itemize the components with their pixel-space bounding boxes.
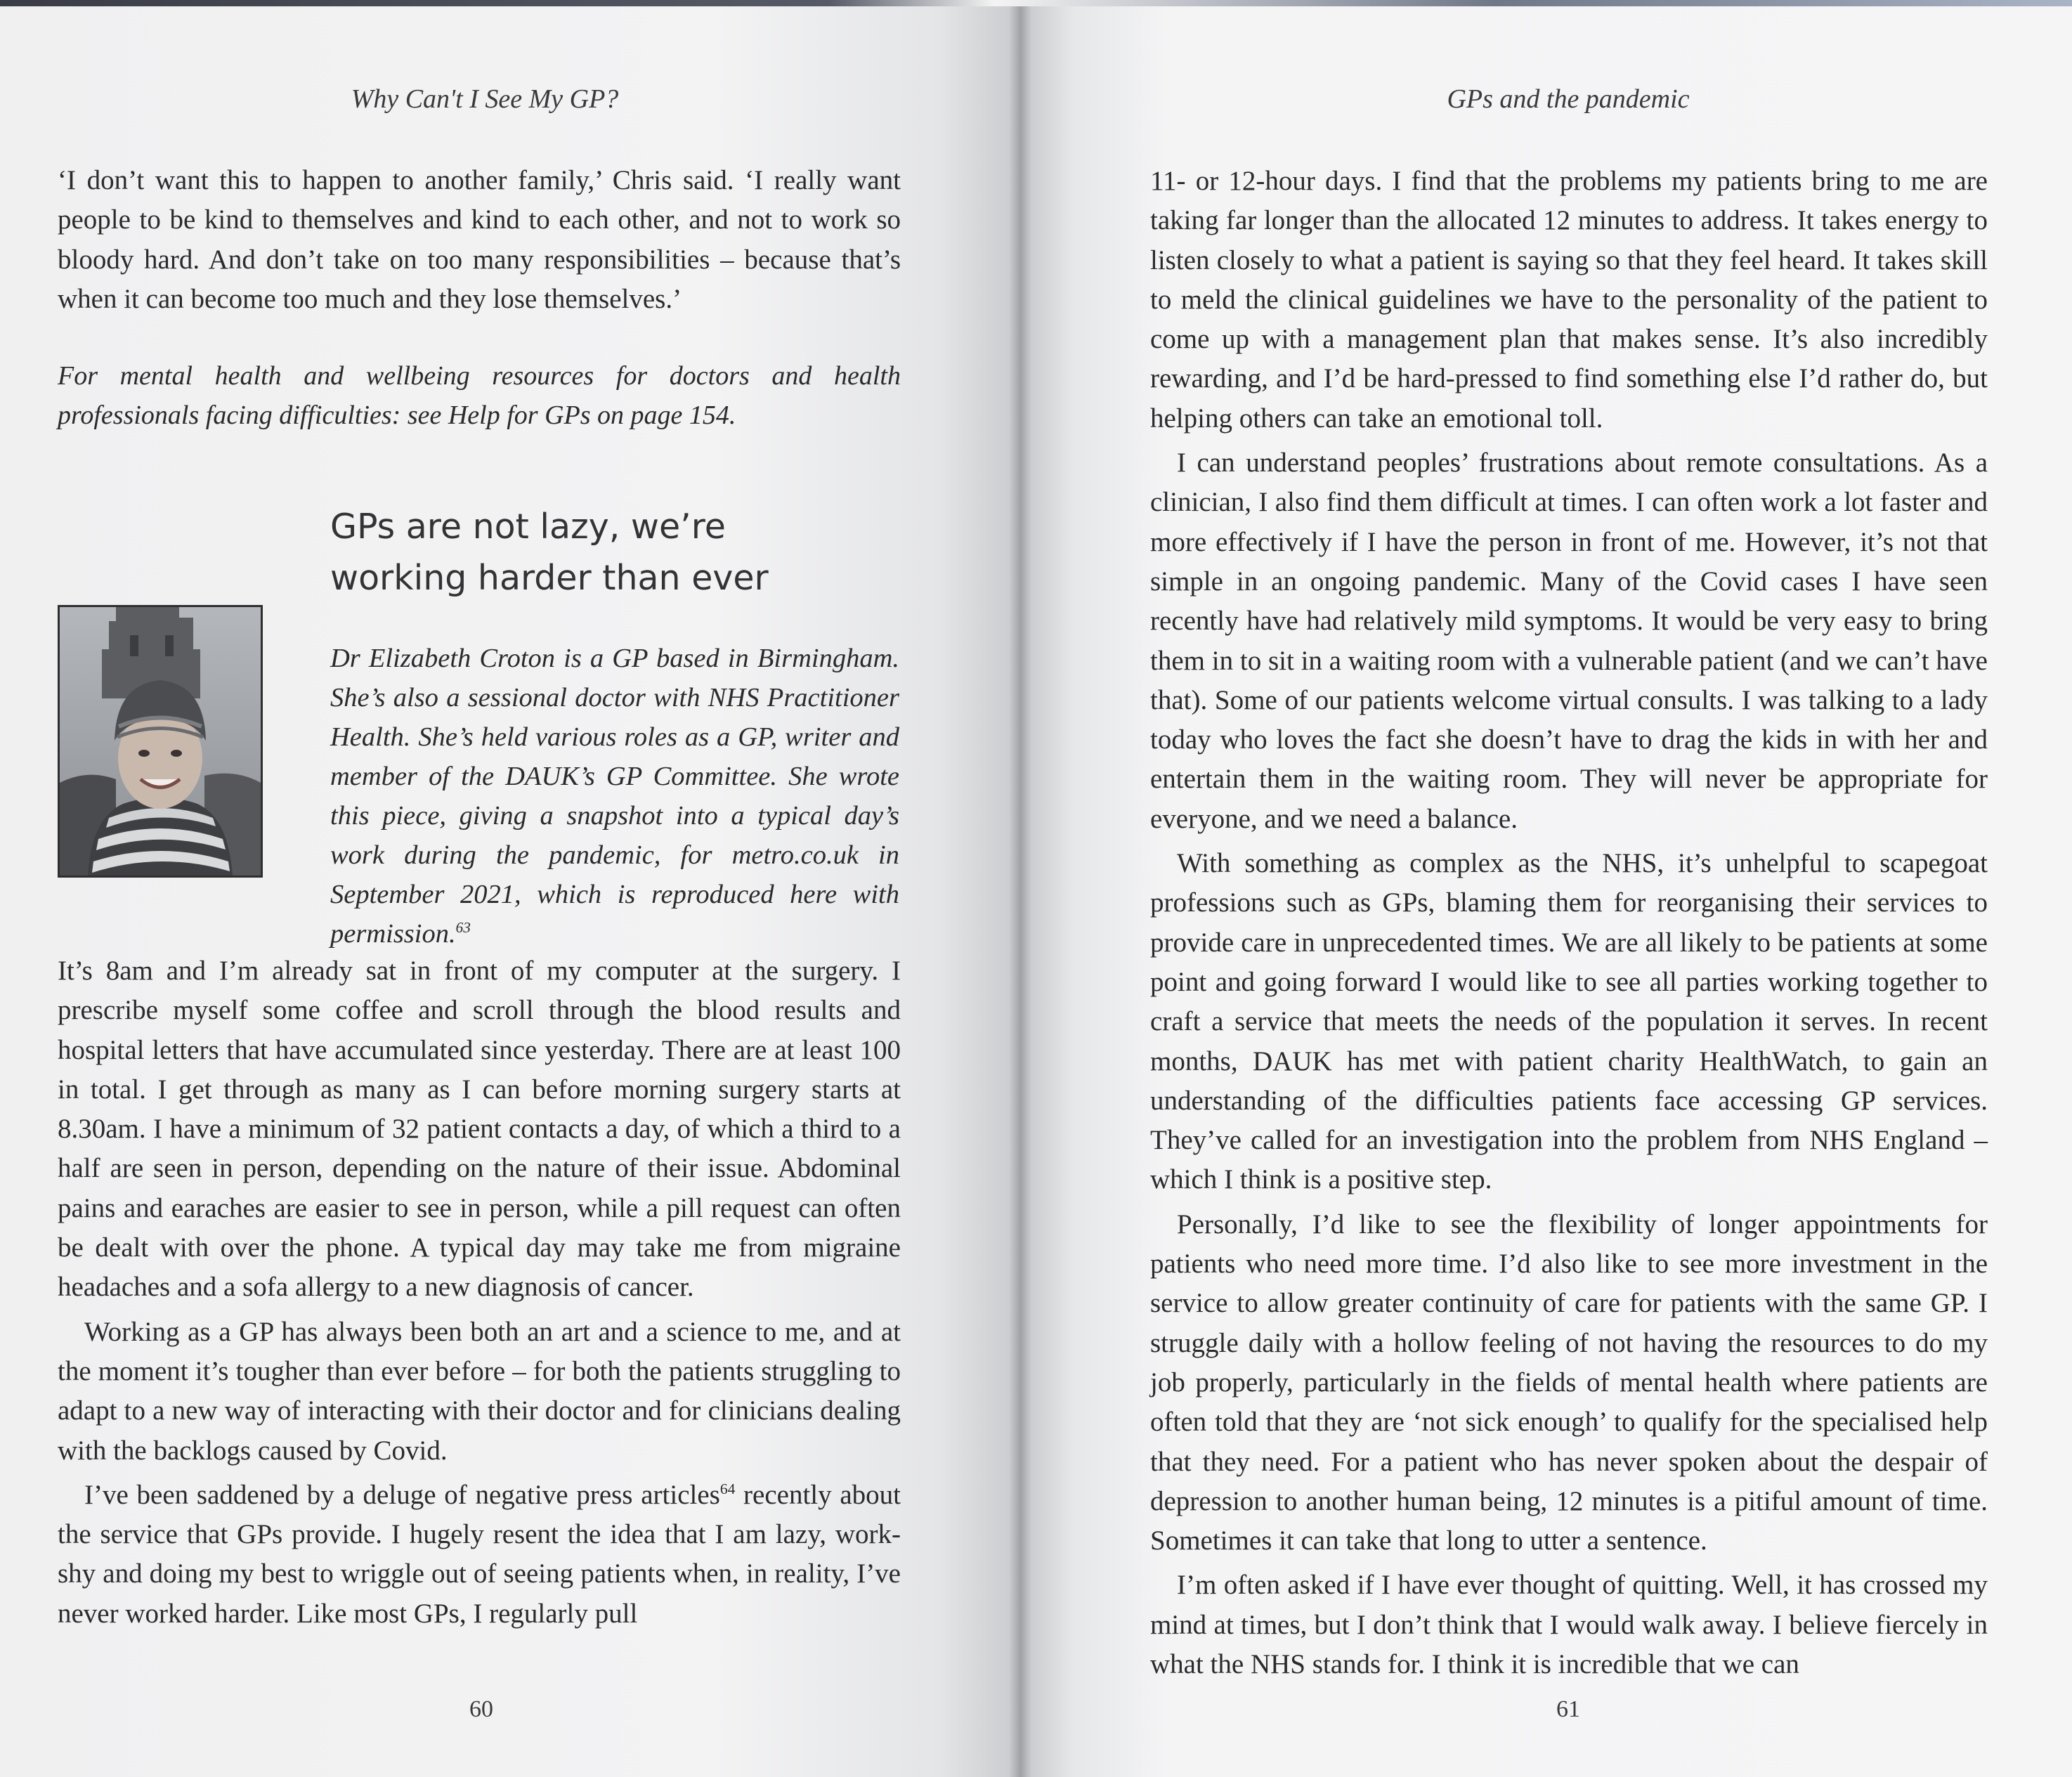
section-heading-line2: working harder than ever [330, 558, 769, 598]
intro-paragraph: ‘I don’t want this to happen to another family,’ Chris said. ‘I really want people to be kind to themselves and kind to each other, and not to work so bloody hard. And don’t take on too many responsibilities – because that’s when it can become too much and they lose themselves.’ [58, 165, 901, 314]
left-paragraph-3 [58, 1476, 901, 1634]
running-head-right: GPs and the pandemic [1447, 84, 1690, 114]
right-main-text [1150, 162, 1988, 1684]
scan-top-edge [0, 0, 2072, 6]
footnote-ref-64: 64 [719, 1480, 736, 1497]
right-paragraph-5: I’m often asked if I have ever thought of quitting. Well, it has crossed my mind at times, but I don’t think that I would walk away. I believe fiercely in what the NHS stands for. I think it is incredible that we can [1150, 1570, 1988, 1679]
right-paragraph-4: Personally, I’d like to see the flexibility of longer appointments for patients who need more time. I’d also like to see more investment in the service to allow greater continuity of care for patients with the same GP. I struggle daily with a hollow feeling of not having the resources to do my job properly, particularly in the fields of mental health where patients are often told that they are ‘not sick enough’ to qualify for the specialised help that they need. For a patient who has never spoken about the despair of depression to another human being, 12 minutes is a pitiful amount of time. Sometimes it can take that long to utter a sentence. [1150, 1209, 1988, 1556]
help-note: For mental health and wellbeing resources for doctors and health professionals facing difficulties: see Help for GPs on page 154. [58, 361, 901, 430]
running-head-left: Why Can't I See My GP? [351, 84, 619, 114]
page-number-left: 60 [469, 1696, 493, 1722]
author-photo-image [60, 607, 261, 876]
author-bio [330, 639, 899, 953]
left-paragraph-3-start: I’ve been saddened by a deluge of negative press articles [84, 1479, 720, 1510]
right-paragraph-1: 11- or 12-hour days. I find that the problems my patients bring to me are taking far longer than the allocated 12 minutes to address. It takes energy to listen closely to what a patient is saying so that they feel heard. It takes skill to meld the clinical guidelines we have to the personality of the patient to come up with a management plan that makes sense. It’s also incredibly rewarding, and I’d be hard-pressed to find something else I’d rather do, but helping others can take an emotional toll. [1150, 166, 1988, 434]
section-heading-line1: GPs are not lazy, we’re [330, 507, 726, 547]
left-paragraph-1: It’s 8am and I’m already sat in front of my computer at the surgery. I prescribe myself some coffee and scroll through the blood results and hospital letters that have accumulated since yesterday. There are at least 100 in total. I get through as many as I can before morning surgery starts at 8.30am. I have a minimum of 32 patient contacts a day, of which a third to a half are seen in person, depending on the nature of their issue. Abdominal pains and earaches are easier to see in person, while a pill request can often be dealt with over the phone. A typical day may take me from migraine headaches and a sofa allergy to a new diagnosis of cancer. [58, 956, 901, 1303]
author-bio-text: Dr Elizabeth Croton is a GP based in Birmingham. She’s also a sessional doctor with NHS Practitioner Health. She’s held various roles as a GP, writer and member of the DAUK’s GP Committee. She wrote this piece, giving a snapshot into a typical day’s work during the pandemic, for metro.co.uk in September 2021, which is reproduced here with permission. [330, 644, 899, 949]
left-paragraph-3-end: recently about the service that GPs provide. I hugely resent the idea that I am lazy, work-shy and doing my best to wriggle out of seeing patients when, in reality, I’ve never worked harder. Like most GPs, I regularly pull [58, 1479, 901, 1629]
left-page [0, 6, 1020, 1777]
right-page [1020, 6, 2072, 1777]
book-gutter [1009, 6, 1031, 1777]
right-paragraph-2: I can understand peoples’ frustrations about remote consultations. As a clinician, I also find them difficult at times. I can often work a lot faster and more effectively if I have the person in front of me. However, it’s not that simple in an ongoing pandemic. Many of the Covid cases I have seen recently have had relatively mild symptoms. It would be very easy to bring them in to sit in a waiting room with a vulnerable patient (and we can’t have that). Some of our patients welcome virtual consults. I was talking to a lady today who loves the fact she doesn’t have to drag the kids in with her and entertain them in the waiting room. They will never be appropriate for everyone, and we need a balance. [1150, 448, 1988, 834]
right-paragraph-3: With something as complex as the NHS, it’s unhelpful to scapegoat professions such as GPs, blaming them for reorganising their services to provide care in unprecedented times. We are all likely to be patients at some point and going forward I would like to see all parties working together to craft a service that meets the needs of the population it serves. In recent months, DAUK has met with patient charity HealthWatch, to gain an understanding of the difficulties patients face accessing GP services. They’ve called for an investigation into the problem from NHS England – which I think is a positive step. [1150, 848, 1988, 1195]
section-heading [330, 501, 892, 604]
left-paragraph-2: Working as a GP has always been both an art and a science to me, and at the moment it’s tougher than ever before – for both the patients struggling to adapt to a new way of interacting with their doctor and for clinicians dealing with the backlogs caused by Covid. [58, 1316, 901, 1466]
left-main-text [58, 951, 901, 1634]
author-photo [58, 605, 263, 878]
footnote-ref-63: 63 [455, 919, 471, 937]
intro-block [58, 161, 901, 319]
page-number-right: 61 [1556, 1696, 1580, 1722]
